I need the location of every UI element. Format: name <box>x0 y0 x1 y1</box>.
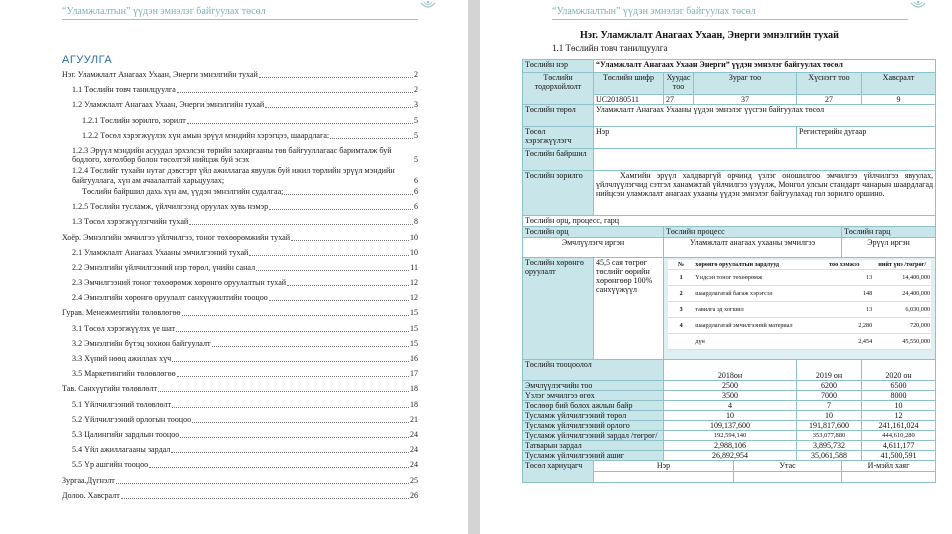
toc-entry-text: 5.5 Үр ашгийн тооцоо <box>72 460 149 470</box>
toc-entry-text: 1.2 Уламжлалт Анагаах Ухаан, Энерги эмнэлгийн тухай <box>72 100 265 110</box>
invest-head-cell: хөрөнгө оруулалтын зардлууд <box>694 260 815 270</box>
type-label: Төслийн төрөл <box>523 105 594 127</box>
toc-entry-page: 21 <box>410 414 418 424</box>
toc-entry[interactable] <box>62 415 418 425</box>
toc-entry-page: 15 <box>410 338 418 348</box>
invest-head-row <box>668 260 931 270</box>
toc-entry-page: 25 <box>410 475 418 485</box>
toc-leader <box>176 331 409 332</box>
metric-value: 4 <box>664 401 797 411</box>
toc-entry-text: Зургаа.Дүгнэлт <box>62 475 115 485</box>
toc-entry-text: 2.3 Эмчилгээний тоног төхөөрөмж хөрөнгө оруулалтын тухай <box>72 278 287 288</box>
implementer-name: Нэр <box>594 127 797 149</box>
summary-page <box>480 0 952 534</box>
metric-row <box>523 411 936 421</box>
metric-value: 4,611,177 <box>862 441 936 451</box>
toc-entry-page: 5 <box>414 115 418 125</box>
toc-entry[interactable] <box>62 100 418 110</box>
toc-entry-page: 24 <box>410 460 418 470</box>
metric-value: 8000 <box>862 391 936 401</box>
contact-head: Нэр <box>594 461 734 472</box>
invest-row <box>668 286 931 302</box>
metric-value: 10 <box>797 411 862 421</box>
contact-value <box>594 472 734 483</box>
toc-entry-text: 3.1 Төсөл хэрэгжүүлэх үе шат <box>72 323 176 333</box>
toc-entry-page: 16 <box>410 354 418 363</box>
metric-row <box>523 431 936 441</box>
metric-value: 6500 <box>862 381 936 391</box>
metric-row <box>523 421 936 431</box>
toc-leader <box>177 92 413 93</box>
invest-cell: 2,280 <box>815 318 873 334</box>
code-head: Зураг тоо <box>694 73 797 95</box>
toc-entry[interactable] <box>62 202 418 212</box>
contact-value <box>734 472 842 483</box>
toc-entry[interactable] <box>62 248 418 258</box>
invest-cell: 13 <box>815 270 873 286</box>
toc-leader <box>121 498 409 499</box>
toc-leader <box>180 437 409 438</box>
toc-entry-text: 1.3 Төсөл хэрэгжүүлэгчийн тухай <box>72 217 189 227</box>
toc-leader <box>284 194 413 195</box>
metric-row <box>523 401 936 411</box>
toc-entry-text: 2.4 Эмнэлгийн хөрөнгө оруулалт санхүүжилтийн тооцоо <box>72 293 268 303</box>
project-name-label: Төслийн нэр <box>523 60 594 73</box>
invest-cell: 4 <box>668 318 694 334</box>
toc-entry-text: 1.2.2 Төсөл хэрэгжүүлэх хүн амын эрүүл мэндийн хэрэгцээ, шаардлага: <box>82 130 330 140</box>
toc-entry-page: 11 <box>410 262 418 272</box>
toc-entry[interactable] <box>62 233 418 243</box>
io-head-input: Төслийн орц <box>523 227 664 238</box>
metric-value: 192,594,140 <box>664 431 797 441</box>
toc-entry-page: 18 <box>410 384 418 394</box>
metric-label: Төслөөр бий болох ажлын байр <box>523 401 664 411</box>
invest-row <box>668 270 931 286</box>
toc-entry-text: Тав. Санхүүгийн төлөвлөлт <box>62 384 158 394</box>
toc-entry-text: 1.2.4 Төслийг тухайн нутаг дэвсгэрт үйл ажиллагаа явуулж буй ижил төрлийн эрүүл мэндийн байгууллага, хүн ам ачаалалтай харьцуулах; <box>72 166 395 185</box>
toc-entry-text: 1.2.3 Эрүүл мэндийн асуудал эрхэлсэн төрийн захиргааны төв байгууллагаас баримталж буй бодлого, хөтөлбөр болон төсөлтэй нийцэж буй эсэх <box>72 145 392 165</box>
code-value: 27 <box>664 95 694 105</box>
invest-row <box>668 318 931 334</box>
code-head: Төслийн шифр <box>594 73 664 95</box>
toc-entry-text: Долоо. Хавсралт <box>62 490 120 500</box>
io-value-process: Уламжлалт анагаах ухааны эмчилгээ <box>664 238 842 258</box>
toc-entry-text: Гурав. Менежментийн төлөвлөгөө <box>62 308 181 318</box>
toc-entry-page: 26 <box>410 490 418 500</box>
toc-entry-page: 6 <box>414 175 418 185</box>
toc-title: АГУУЛГА <box>62 54 113 66</box>
metric-label: Тусламж үйлчилгээний төрөл <box>523 411 664 421</box>
toc-leader <box>172 407 409 408</box>
toc-entry-text: Төслийн байршил дахь хүн ам, үүдэн эмнэлгийн судалгаа; <box>82 186 284 196</box>
metric-label: Тусламж үйлчилгээний ашиг <box>523 451 664 461</box>
code-value: 37 <box>694 95 797 105</box>
toc-entry[interactable] <box>62 339 418 349</box>
contact-value <box>842 472 936 483</box>
year-head: 2018он <box>664 360 797 381</box>
toc-leader <box>177 376 409 377</box>
invest-cell: 2 <box>668 286 694 302</box>
toc-leader <box>269 209 413 210</box>
io-row-title: Төслийн орц, процесс, гарц <box>523 216 936 227</box>
invest-text: 45,5 сая төгрөг төслийг өөрийн хөрөнгөөр 100% санхүүжүүл <box>594 258 664 360</box>
toc-leader <box>189 224 413 225</box>
toc-entry-page: 10 <box>410 247 418 257</box>
location-value <box>594 149 936 171</box>
toc-leader <box>172 361 409 362</box>
io-head-process: Төслийн процесс <box>664 227 842 238</box>
type-value: Уламжлалт Анагаах Ухааны үүдэн эмнэлэг үүсгэн байгуулах төсөл <box>594 105 936 127</box>
metric-value: 7000 <box>797 391 862 401</box>
metrics-body <box>523 381 936 461</box>
metric-value: 26,892,954 <box>664 451 797 461</box>
invest-cell: 6,030,000 <box>873 302 931 318</box>
toc-entry[interactable] <box>62 278 418 288</box>
toc-entry[interactable] <box>62 166 418 185</box>
toc-entry-page: 5 <box>414 130 418 140</box>
toc-entry[interactable] <box>62 369 418 379</box>
metric-value: 2500 <box>664 381 797 391</box>
invest-table <box>668 260 931 350</box>
toc-entry[interactable] <box>62 476 418 486</box>
metric-label: Тусламж үйлчилгээний зардал /төгрөг/ <box>523 431 664 441</box>
section-title: Нэг. Уламжлалт Анагаах Ухаан, Энерги эмнэлгийн тухай <box>580 30 839 41</box>
toc-leader <box>256 270 409 271</box>
toc-entry-text: 3.3 Хүний нөөц ажиллах хүч <box>72 354 172 363</box>
code-head: Хүснэгт тоо <box>797 73 862 95</box>
toc-entry-text: 1.2.1 Төслийн зорилго, зорилт <box>82 115 186 125</box>
invest-cell: Үндсэн тоног төхөөрөмж <box>694 270 815 286</box>
toc-entry-page: 12 <box>410 293 418 303</box>
toc-entry-page: 3 <box>414 100 418 110</box>
location-label: Төслийн байршил <box>523 149 594 171</box>
toc-leader <box>116 483 409 484</box>
toc-entry-text: 5.3 Цалингийн зардлын тооцоо <box>72 429 180 439</box>
toc-entry[interactable] <box>62 445 418 455</box>
toc-entry[interactable] <box>62 131 418 141</box>
year-head: 2019 он <box>797 360 862 381</box>
toc-list <box>62 70 418 506</box>
implementer-label: Төсөл хэрэгжүүлэгч <box>523 127 594 149</box>
toc-entry[interactable] <box>62 187 418 197</box>
invest-cell: 1 <box>668 270 694 286</box>
metric-label: Үзлэг эмчилгээ өгөх <box>523 391 664 401</box>
toc-entry-text: 5.4 Үйл ажиллагааны зардал <box>72 445 171 455</box>
toc-entry[interactable] <box>62 354 418 364</box>
metric-value: 41,500,591 <box>862 451 936 461</box>
metric-row <box>523 441 936 451</box>
toc-entry-text: 1.1 Төслийн товч танилцуулга <box>72 85 176 95</box>
invest-breakdown <box>664 258 936 360</box>
toc-leader <box>182 315 409 316</box>
toc-entry-page: 2 <box>414 70 418 79</box>
toc-leader <box>158 391 409 392</box>
code-label: Төслийн тодорхойлолт <box>523 73 594 105</box>
invest-head-cell: тоо хэмжээ <box>815 260 873 270</box>
toc-leader <box>265 107 413 108</box>
toc-entry-text: 5.1 Үйлчилгээний төлөвлөлт <box>72 399 172 409</box>
project-summary-table <box>522 59 936 483</box>
implementer-register: Регистерийн дугаар <box>797 127 936 149</box>
invest-cell: 24,400,000 <box>873 286 931 302</box>
toc-entry-text: 1.2.5 Төслийн тусламж, үйлчилгээнд оруулах хувь нэмэр <box>72 202 269 212</box>
toc-entry-page: 5 <box>414 155 418 165</box>
toc-entry-text: 5.2 Үйлчилгээний орлогын тооцоо <box>72 414 192 424</box>
metric-value: 3,895,732 <box>797 441 862 451</box>
toc-entry[interactable] <box>62 308 418 318</box>
invest-row <box>668 302 931 318</box>
year-head: 2020 он <box>862 360 936 381</box>
toc-entry[interactable] <box>62 400 418 410</box>
metric-value: 444,610,280 <box>862 431 936 441</box>
toc-entry-page: 2 <box>414 85 418 95</box>
page-header: “Уламжлалтын” үүдэн эмнэлэг байгуулах төсөл <box>62 6 266 17</box>
calc-label: Төслийн тооцоолол <box>523 360 664 381</box>
toc-entry[interactable] <box>62 384 418 394</box>
io-value-input: Эмчлүүлэгч иргэн <box>523 238 664 258</box>
toc-entry[interactable] <box>62 491 418 501</box>
metric-row <box>523 391 936 401</box>
invest-cell: дүн <box>694 334 815 350</box>
section-subtitle: 1.1 Төслийн товч танилцуулга <box>552 43 668 53</box>
metric-value: 10 <box>664 411 797 421</box>
toc-entry-text: Нэг. Уламжлалт Анагаах Ухаан, Энерги эмнэлгийн тухай <box>62 70 258 79</box>
toc-entry-page: 6 <box>414 186 418 196</box>
metric-value: 2,988,106 <box>664 441 797 451</box>
io-value-output: Эрүүл иргэн <box>842 238 936 258</box>
invest-cell: 14,400,000 <box>873 270 931 286</box>
toc-entry-text: Хоёр. Эмнэлгийн эмчилгээ үйлчилгээ, тоног төхөөрөмжийн тухай <box>62 232 291 242</box>
metric-value: 10 <box>862 401 936 411</box>
invest-cell: тавилга эд хогшил <box>694 302 815 318</box>
metric-row <box>523 451 936 461</box>
toc-entry-page: 24 <box>410 445 418 455</box>
metric-value: 109,137,600 <box>664 421 797 431</box>
page-gap <box>468 0 480 534</box>
project-name-value: “Уламжлалт Анагаах Ухаан Энерги” үүдэн эмнэлэг байгуулах төсөл <box>594 60 936 73</box>
logo-icon <box>420 0 436 10</box>
toc-entry-page: 10 <box>410 232 418 242</box>
toc-entry-text: 3.5 Маркетингийн төлөвлөгөө <box>72 369 176 379</box>
code-head: Хуудас тоо <box>664 73 694 95</box>
toc-entry-page: 17 <box>410 369 418 379</box>
toc-leader <box>287 285 409 286</box>
metric-label: Эмчлүүлэгчийн тоо <box>523 381 664 391</box>
toc-entry[interactable] <box>62 70 418 80</box>
toc-leader <box>330 138 413 139</box>
metric-value: 12 <box>862 411 936 421</box>
contact-head: Утас <box>734 461 842 472</box>
metric-value: 241,161,024 <box>862 421 936 431</box>
invest-cell: 720,000 <box>873 318 931 334</box>
code-value: UC20180511 <box>594 95 664 105</box>
toc-entry-page: 18 <box>410 399 418 409</box>
toc-entry-text: 3.2 Эмнэлгийн бүтэц зохион байгуулалт <box>72 338 211 348</box>
invest-cell: 45,550,000 <box>873 334 931 350</box>
metric-value: 3500 <box>664 391 797 401</box>
header-line <box>62 19 418 20</box>
metric-value: 191,817,600 <box>797 421 862 431</box>
invest-cell: шаардлагатай багаж хэрэгсэл <box>694 286 815 302</box>
toc-leader <box>192 422 409 423</box>
toc-entry[interactable] <box>62 263 418 273</box>
toc-entry-text: 2.1 Уламжлалт Анагаах Ухааны эмчилгээний тухай <box>72 247 249 257</box>
invest-row <box>668 334 931 350</box>
io-head-output: Төслийн гарц <box>842 227 936 238</box>
contact-label: Төсөл хариуцагч <box>523 461 594 483</box>
invest-cell: шаардлагатай эмчилгээний материал <box>694 318 815 334</box>
invest-cell: 148 <box>815 286 873 302</box>
toc-entry-page: 15 <box>410 323 418 333</box>
invest-label: Төслийн хөрөнгө оруулалт <box>523 258 594 360</box>
code-value: 9 <box>862 95 936 105</box>
toc-leader <box>249 255 409 256</box>
toc-leader <box>171 452 409 453</box>
toc-leader <box>259 77 413 78</box>
invest-cell: 3 <box>668 302 694 318</box>
toc-leader <box>149 467 409 468</box>
page-header: “Уламжлалтын” үүдэн эмнэлэг байгуулах төсөл <box>552 6 756 17</box>
toc-leader <box>269 300 409 301</box>
invest-head-cell: нийт үнэ /төгрөг/ <box>873 260 931 270</box>
toc-entry[interactable] <box>62 324 418 334</box>
toc-entry-page: 24 <box>410 429 418 439</box>
toc-entry[interactable] <box>62 217 418 227</box>
metric-label: Тусламж үйлчилгээний орлого <box>523 421 664 431</box>
metric-value: 35,061,588 <box>797 451 862 461</box>
code-value: 27 <box>797 95 862 105</box>
toc-entry[interactable] <box>62 146 418 165</box>
toc-entry-page: 12 <box>410 278 418 288</box>
toc-entry[interactable] <box>62 293 418 303</box>
toc-entry-page: 15 <box>410 308 418 318</box>
toc-entry[interactable] <box>62 430 418 440</box>
metric-value: 6200 <box>797 381 862 391</box>
contact-head: И-мэйл хаяг <box>842 461 936 472</box>
toc-entry[interactable] <box>62 116 418 126</box>
invest-head-cell: № <box>668 260 694 270</box>
toc-entry-text: 2.2 Эмнэлгийн үйлчилгээний нэр төрөл, үнийн санал <box>72 262 256 272</box>
header-line <box>552 19 908 20</box>
toc-entry[interactable] <box>62 85 418 95</box>
invest-cell: 2,454 <box>815 334 873 350</box>
metric-value: 353,077,880 <box>797 431 862 441</box>
invest-cell: 13 <box>815 302 873 318</box>
code-head: Хавсралт <box>862 73 936 95</box>
metric-value: 7 <box>797 401 862 411</box>
toc-leader <box>212 346 409 347</box>
goal-label: Төслийн зорилго <box>523 171 594 216</box>
logo-icon <box>910 0 926 10</box>
metric-label: Татварын зардал <box>523 441 664 451</box>
toc-leader <box>187 123 413 124</box>
invest-cell <box>668 334 694 350</box>
toc-leader <box>291 240 409 241</box>
toc-page <box>0 0 468 534</box>
metric-row <box>523 381 936 391</box>
toc-entry-page: 8 <box>414 217 418 227</box>
goal-text: Хамгийн эрүүл халдваргүй орчинд үзлэг оношилгоо эмчилгээ үйлчилгээ явуулах, үйлчлүүлэгчид сэтгэл ханамжтай үйлчилгээ үзүүлж, Монгол улсын стандарт чанарын шаардлагад нийцсэн уламжлалт анагаах ухааны үүдэн эмнэлэг байгуулахад гол зорилго оршино. <box>594 171 936 216</box>
toc-entry-page: 6 <box>414 202 418 212</box>
toc-entry[interactable] <box>62 460 418 470</box>
